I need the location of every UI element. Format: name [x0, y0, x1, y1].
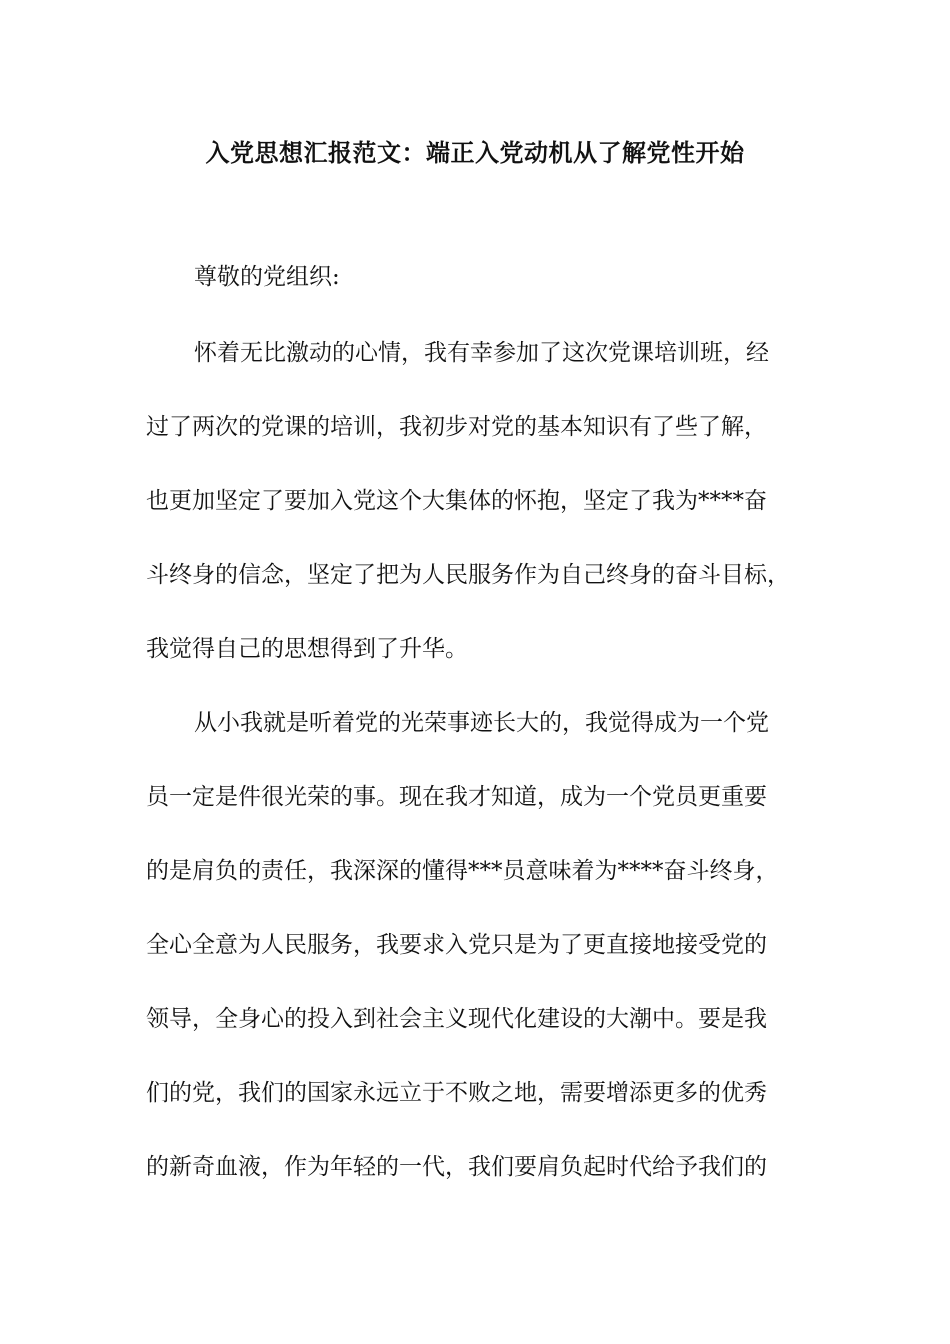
paragraph-line: 我觉得自己的思想得到了升华。: [146, 636, 468, 662]
paragraph-line: 过了两次的党课的培训，我初步对党的基本知识有了些了解，: [146, 414, 767, 440]
paragraph-line: 也更加坚定了要加入党这个大集体的怀抱，坚定了我为****奋: [146, 488, 767, 514]
paragraph-line: 的是肩负的责任，我深深的懂得***员意味着为****奋斗终身，: [146, 858, 779, 884]
salutation: 尊敬的党组织:: [194, 264, 340, 290]
document-title: 入党思想汇报范文：端正入党动机从了解党性开始: [205, 138, 745, 167]
paragraph-line: 斗终身的信念，坚定了把为人民服务作为自己终身的奋斗目标，: [146, 562, 790, 588]
paragraph-line: 全心全意为人民服务，我要求入党只是为了更直接地接受党的: [146, 932, 767, 958]
paragraph-line: 怀着无比激动的心情，我有幸参加了这次党课培训班，经: [194, 340, 769, 366]
paragraph-line: 从小我就是听着党的光荣事迹长大的，我觉得成为一个党: [194, 710, 769, 736]
paragraph-line: 们的党，我们的国家永远立于不败之地，需要增添更多的优秀: [146, 1080, 767, 1106]
paragraph-line: 员一定是件很光荣的事。现在我才知道，成为一个党员更重要: [146, 784, 767, 810]
paragraph-line: 的新奇血液，作为年轻的一代，我们要肩负起时代给予我们的: [146, 1154, 767, 1180]
paragraph-line: 领导，全身心的投入到社会主义现代化建设的大潮中。要是我: [146, 1006, 767, 1032]
